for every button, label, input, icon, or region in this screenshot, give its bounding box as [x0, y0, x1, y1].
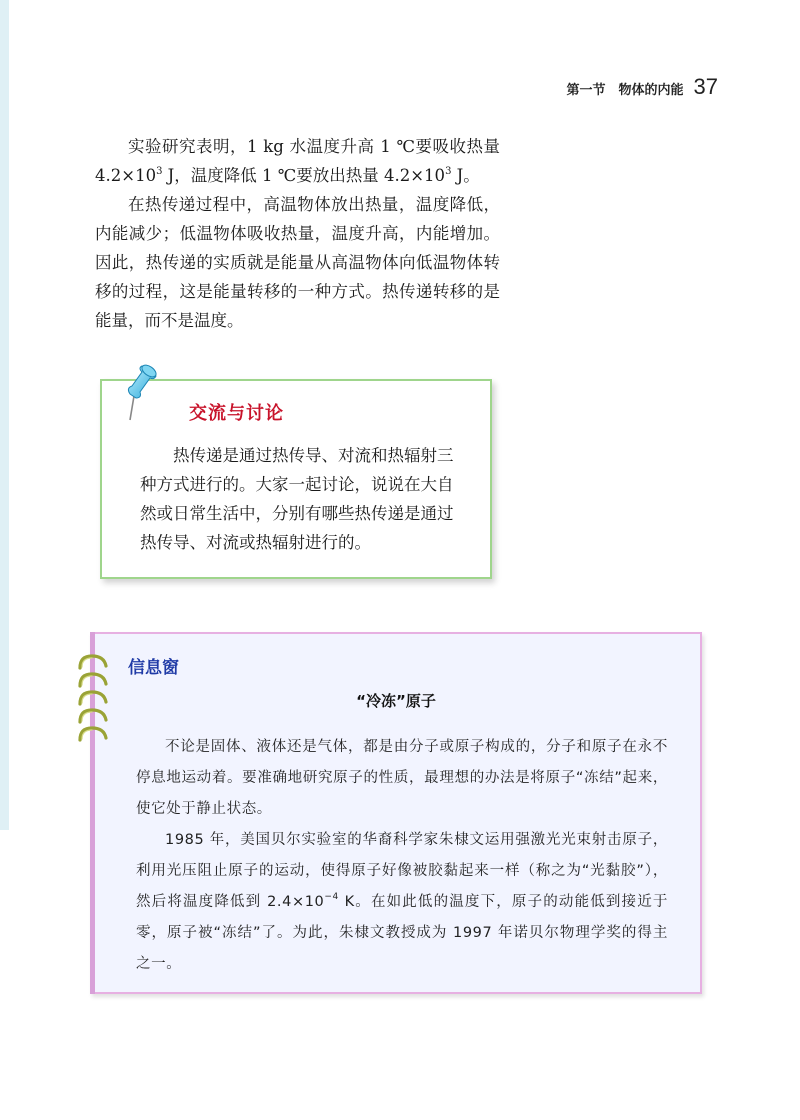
page-number: 37	[693, 74, 718, 99]
discussion-paragraph: 热传递是通过热传导、对流和热辐射三种方式进行的。大家一起讨论，说说在大自然或日常生活中，分别有哪些热传递是通过热传导、对流或热辐射进行的。	[140, 446, 454, 552]
discussion-title: 交流与讨论	[189, 403, 284, 424]
info-text	[136, 732, 668, 980]
binder-rings-icon	[76, 652, 110, 748]
info-heading: “冷冻”原子	[356, 692, 436, 710]
info-window-title: 信息窗	[128, 658, 179, 678]
discussion-text	[140, 441, 468, 557]
info-window	[90, 632, 702, 994]
pushpin-icon	[120, 362, 164, 424]
p1-text-b: J，温度降低 1 ℃要放出热量 4.2×10	[162, 166, 446, 185]
info-paragraph-2	[136, 825, 668, 980]
body-paragraph-2: 在热传递过程中，高温物体放出热量，温度降低，内能减少；低温物体吸收热量，温度升高，内能增加。因此，热传递的实质就是能量从高温物体向低温物体转移的过程，这是能量转移的一种方式。热传递转移的是能量，而不是温度。	[95, 195, 500, 330]
exponent: −4	[324, 892, 339, 902]
p1-text-a: 实验研究表明，1 kg 水温度升高 1 ℃要吸收热量 4.2×10	[95, 137, 500, 185]
p1-text-c: J。	[451, 166, 480, 185]
body-text	[95, 132, 500, 335]
body-paragraph-1	[95, 132, 500, 190]
page-edge-strip	[0, 0, 9, 830]
exponent: 3	[445, 166, 452, 177]
p2-text-a: 1985 年，美国贝尔实验室的华裔科学家朱棣文运用强激光光束射击原子，利用光压阻止原子的运动，使得原子好像被胶黏起来一样（称之为“光黏胶”），然后将温度降低到 2.4×10	[136, 832, 668, 910]
p2-text-b: K。在如此低的温度下，原子的动能低到接近于零，原子被“冻结”了。为此，朱棣文教授成为 1997 年诺贝尔物理学奖的得主之一。	[136, 894, 668, 972]
page-header	[567, 74, 719, 100]
info-paragraph-1: 不论是固体、液体还是气体，都是由分子或原子构成的，分子和原子在永不停息地运动着。要准确地研究原子的性质，最理想的办法是将原子“冻结”起来，使它处于静止状态。	[136, 739, 668, 817]
exponent: 3	[156, 166, 163, 177]
section-title: 第一节 物体的内能	[566, 83, 684, 98]
